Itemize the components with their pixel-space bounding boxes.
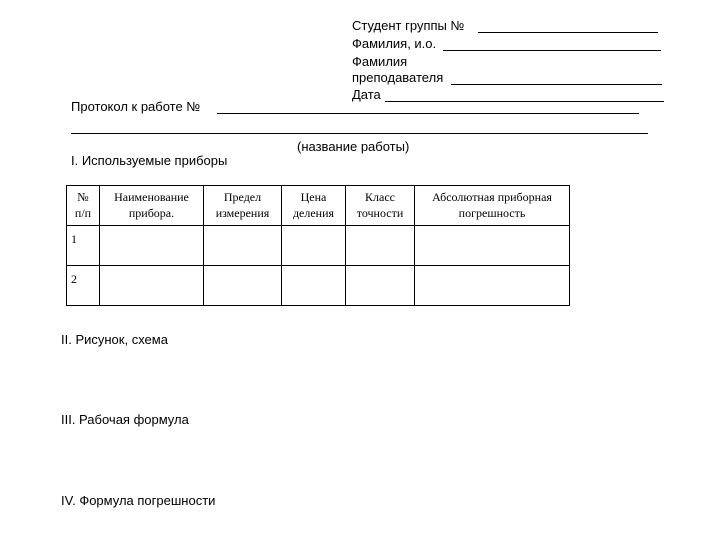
header-number-line1: № <box>77 190 89 204</box>
teacher-surname-label-line1: Фамилия <box>352 54 408 69</box>
teacher-surname-label-line2: преподавателя <box>352 70 444 85</box>
header-accuracy-class <box>346 186 415 226</box>
section-instruments-heading: I. Используемые приборы <box>71 153 228 168</box>
teacher-surname-field[interactable] <box>451 84 662 85</box>
table-header-row <box>67 186 570 226</box>
table-row <box>67 226 570 266</box>
header-instrument-name <box>100 186 204 226</box>
header-measurement-limit-line1: Предел <box>223 190 262 204</box>
cell-division-value[interactable] <box>282 266 346 306</box>
table-row <box>67 266 570 306</box>
student-group-label: Студент группы № <box>352 18 465 33</box>
section-error-formula-heading: IV. Формула погрешности <box>61 493 216 508</box>
header-accuracy-class-line2: точности <box>356 206 404 220</box>
header-accuracy-class-line1: Класс <box>365 190 395 204</box>
student-group-field[interactable] <box>478 32 658 33</box>
cell-measurement-limit[interactable] <box>204 226 282 266</box>
header-absolute-error-line1: Абсолютная приборная <box>432 190 552 204</box>
cell-instrument-name[interactable] <box>100 226 204 266</box>
cell-instrument-name[interactable] <box>100 266 204 306</box>
section-formula-heading: III. Рабочая формула <box>61 412 189 427</box>
header-number <box>67 186 100 226</box>
header-absolute-error-line2: погрешность <box>458 206 526 220</box>
work-title-field[interactable] <box>71 133 648 134</box>
surname-initials-label: Фамилия, и.о. <box>352 36 437 51</box>
cell-accuracy-class[interactable] <box>346 226 415 266</box>
header-absolute-error <box>415 186 570 226</box>
surname-initials-field[interactable] <box>443 50 661 51</box>
cell-division-value[interactable] <box>282 226 346 266</box>
cell-absolute-error[interactable] <box>415 226 570 266</box>
row-number: 1 <box>67 226 100 266</box>
header-number-line2: п/п <box>74 206 92 220</box>
header-division-value <box>282 186 346 226</box>
header-division-value-line1: Цена <box>300 190 327 204</box>
section-drawing-heading: II. Рисунок, схема <box>61 332 168 347</box>
date-field[interactable] <box>385 101 664 102</box>
header-instrument-name-line1: Наименование <box>114 190 189 204</box>
header-measurement-limit-line2: измерения <box>215 206 270 220</box>
instruments-table <box>66 185 570 306</box>
cell-accuracy-class[interactable] <box>346 266 415 306</box>
header-division-value-line2: деления <box>292 206 335 220</box>
protocol-number-field[interactable] <box>217 113 639 114</box>
cell-measurement-limit[interactable] <box>204 266 282 306</box>
header-measurement-limit <box>204 186 282 226</box>
date-label: Дата <box>352 87 381 102</box>
cell-absolute-error[interactable] <box>415 266 570 306</box>
work-title-caption: (название работы) <box>297 139 410 154</box>
protocol-label: Протокол к работе № <box>71 99 201 114</box>
header-instrument-name-line2: прибора. <box>128 206 175 220</box>
row-number: 2 <box>67 266 100 306</box>
